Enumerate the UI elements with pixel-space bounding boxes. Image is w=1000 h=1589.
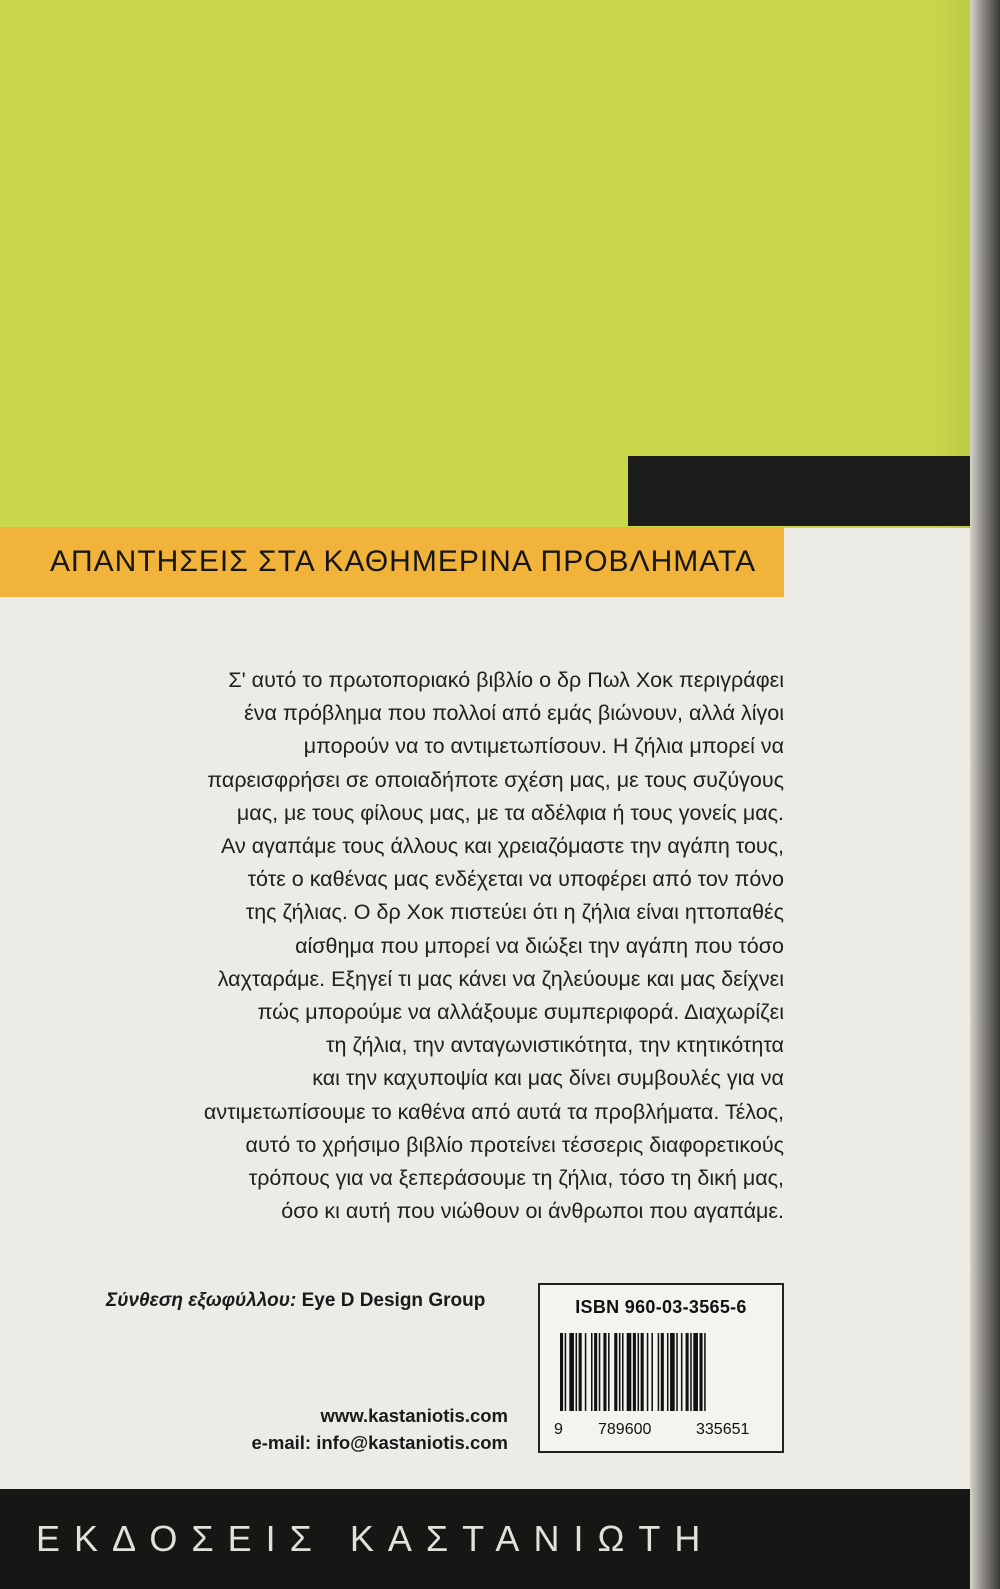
blurb-line: Σ' αυτό το πρωτοποριακό βιβλίο ο δρ Πωλ Χοκ περιγράφει [228, 668, 784, 692]
barcode-bar [651, 1333, 653, 1411]
barcode-bar [700, 1333, 703, 1411]
blurb-line: τρόπους για να ξεπεράσουμε τη ζήλια, τόσο τη δική μας, [248, 1166, 784, 1191]
blurb-line: της ζήλιας. Ο δρ Χοκ πιστεύει ότι η ζήλια είναι ηττοπαθές [245, 900, 784, 925]
barcode-bar [681, 1333, 683, 1411]
credit-label: Σύνθεση εξωφύλλου: [106, 1290, 297, 1311]
barcode-bar [638, 1333, 640, 1411]
barcode-bar [641, 1333, 644, 1411]
lime-panel [0, 0, 975, 528]
barcode-bar [591, 1333, 593, 1411]
barcode-bar [614, 1333, 617, 1411]
blurb-line: μπορούν να το αντιμετωπίσουν. Η ζήλια μπορεί να [303, 734, 784, 759]
barcode-bar [627, 1333, 632, 1411]
blurb-line: πώς μπορούμε να αλλάξουμε συμπεριφορά. Διαχωρίζει [257, 1000, 784, 1025]
series-title: ΑΠΑΝΤΗΣΕΙΣ ΣΤΑ ΚΑΘΗΜΕΡΙΝΑ ΠΡΟΒΛΗΜΑΤΑ [50, 545, 757, 578]
barcode-bar [667, 1333, 669, 1411]
publisher-name: ΕΚΔΟΣΕΙΣ ΚΑΣΤΑΝΙΩΤΗ [36, 1518, 715, 1559]
blurb-line: τότε ο καθένας μας ενδέχεται να υποφέρει από τον πόνο [247, 867, 784, 892]
barcode-bar [647, 1333, 649, 1411]
isbn-barcode-box [538, 1283, 784, 1453]
website-link[interactable]: www.kastaniotis.com [320, 1405, 508, 1426]
barcode-bar [633, 1333, 636, 1411]
barcode-bar [560, 1333, 563, 1411]
barcode-bar [603, 1333, 606, 1411]
barcode-bar [686, 1333, 689, 1411]
email-line [200, 1429, 508, 1456]
barcode-bar [599, 1333, 601, 1411]
barcode-digits-right: 335651 [696, 1421, 750, 1438]
publisher-contact [200, 1402, 508, 1456]
isbn-number: ISBN 960-03-3565-6 [575, 1297, 747, 1317]
lime-shade [930, 0, 975, 528]
barcode-bar [670, 1333, 675, 1411]
barcode-bar [622, 1333, 624, 1411]
barcode-bar [608, 1333, 610, 1411]
barcode-digits-left: 789600 [598, 1421, 652, 1438]
black-accent-band [628, 456, 975, 526]
blurb-line: μας, με τους φίλους μας, με τα αδέλφια ή τους γονείς μας. [236, 800, 784, 825]
barcode-bar [594, 1333, 597, 1411]
publisher-footer [0, 1489, 987, 1589]
barcode-bar [661, 1333, 664, 1411]
barcode-bar [565, 1333, 567, 1411]
barcode-bar [569, 1333, 574, 1411]
barcode-graphic [560, 1333, 766, 1411]
email-link[interactable]: info@kastaniotis.com [316, 1432, 508, 1453]
barcode-bar [693, 1333, 698, 1411]
email-label: e-mail: [251, 1432, 312, 1453]
barcode-bar [704, 1333, 706, 1411]
blurb-line: αντιμετωπίσουμε το καθένα από αυτά τα προβλήματα. Τέλος, [203, 1099, 784, 1124]
credit-value: Eye D Design Group [301, 1290, 486, 1311]
blurb-line: αίσθημα που μπορεί να διώξει την αγάπη που τόσο [295, 933, 784, 958]
barcode-bar [619, 1333, 621, 1411]
barcode-digit-first: 9 [554, 1421, 563, 1438]
blurb-line: ένα πρόβλημα που πολλοί από εμάς βιώνουν, αλλά λίγοι [244, 701, 784, 726]
blurb-line: και την καχυποψία και μας δίνει συμβουλές για να [312, 1066, 784, 1091]
barcode-bar [579, 1333, 582, 1411]
barcode-bar [576, 1333, 578, 1411]
barcode-bar [585, 1333, 587, 1411]
blurb-line: παρεισφρήσει σε οποιαδήποτε σχέση μας, με τους συζύγους [207, 767, 784, 792]
cover-design-credit [106, 1290, 485, 1312]
series-band [0, 527, 784, 597]
barcode-bar [690, 1333, 692, 1411]
blurb-line: τη ζήλια, την ανταγωνιστικότητα, την κτητικότητα [326, 1033, 784, 1058]
blurb-line: Αν αγαπάμε τους άλλους και χρειαζόμαστε την αγάπη τους, [221, 834, 784, 859]
blurb-line: όσο κι αυτή που νιώθουν οι άνθρωποι που αγαπάμε. [281, 1199, 784, 1224]
blurb-line: λαχταράμε. Εξηγεί τι μας κάνει να ζηλεύουμε και μας δείχνει [217, 966, 784, 991]
book-edge [970, 0, 1000, 1589]
blurb-line: αυτό το χρήσιμο βιβλίο προτείνει τέσσερις διαφορετικούς [245, 1132, 784, 1157]
barcode-bar [658, 1333, 660, 1411]
barcode-bar [676, 1333, 678, 1411]
blurb-text [100, 664, 784, 1228]
